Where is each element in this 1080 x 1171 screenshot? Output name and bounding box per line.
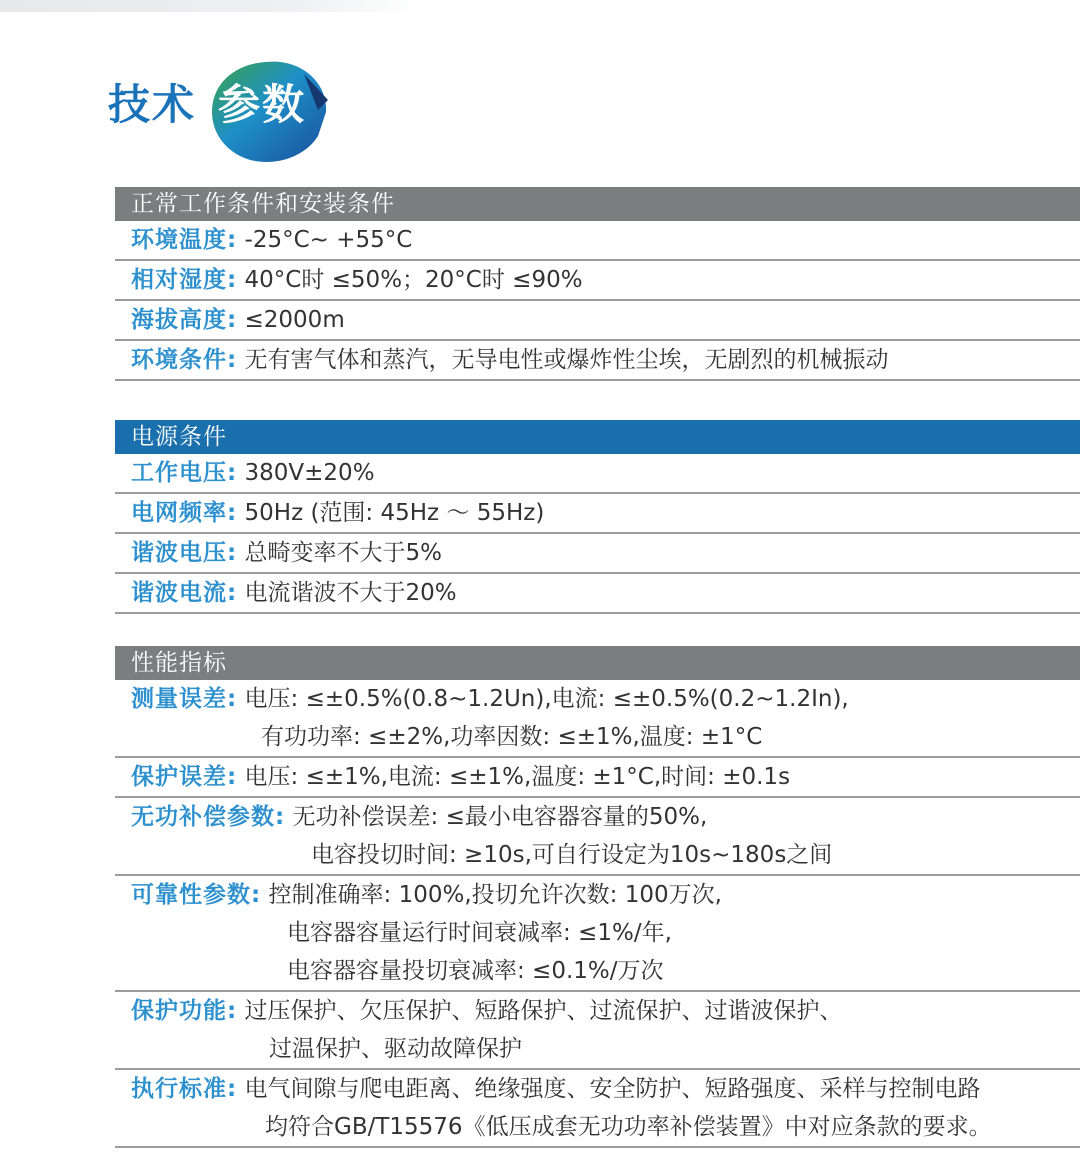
param-value: ≤2000m [244, 307, 345, 333]
param-row [115, 221, 1080, 261]
param-key: 谐波电压: [131, 540, 238, 566]
top-decor-stripe [0, 0, 420, 12]
param-row [115, 574, 1080, 614]
param-value-cont: 电容器容量运行时间衰减率: ≤1%/年, [287, 920, 672, 946]
param-value: 控制准确率: 100%,投切允许次数: 100万次, [268, 882, 722, 908]
param-key: 执行标准: [131, 1076, 238, 1102]
param-key: 相对湿度: [131, 267, 238, 293]
param-value-cont: 均符合GB/T15576《低压成套无功功率补偿装置》中对应条款的要求。 [265, 1114, 992, 1140]
param-key: 海拔高度: [131, 307, 238, 333]
param-value: 无功补偿误差: ≤最小电容器容量的50%, [292, 804, 708, 830]
param-value: -25°C~ +55°C [244, 227, 413, 253]
param-value: 无有害气体和蒸汽，无导电性或爆炸性尘埃，无剧烈的机械振动 [244, 347, 889, 373]
page-title-part1: 技术 [108, 80, 197, 129]
param-key: 可靠性参数: [131, 882, 262, 908]
section-operating-conditions [115, 187, 1080, 381]
param-key: 环境条件: [131, 347, 238, 373]
param-row [115, 680, 1080, 758]
param-value: 过压保护、欠压保护、短路保护、过流保护、过谐波保护、 [244, 998, 843, 1024]
section-heading: 性能指标 [115, 646, 1080, 680]
param-key: 保护功能: [131, 998, 238, 1024]
param-key: 电网频率: [131, 500, 238, 526]
param-key: 工作电压: [131, 460, 238, 486]
title-badge-icon [208, 60, 330, 164]
param-key: 测量误差: [131, 686, 238, 712]
param-row [115, 454, 1080, 494]
param-value: 40°C时 ≤50%；20°C时 ≤90% [244, 267, 583, 293]
param-row [115, 494, 1080, 534]
param-value: 50Hz (范围: 45Hz ～ 55Hz) [244, 500, 545, 526]
param-value: 电气间隙与爬电距离、绝缘强度、安全防护、短路强度、采样与控制电路 [244, 1076, 981, 1102]
param-value-cont: 电容投切时间: ≥10s,可自行设定为10s~180s之间 [311, 842, 833, 868]
param-value: 电压: ≤±0.5%(0.8~1.2Un),电流: ≤±0.5%(0.2~1.2In), [244, 686, 849, 712]
param-row [115, 876, 1080, 992]
param-value-cont: 过温保护、驱动故障保护 [269, 1036, 522, 1062]
param-value: 380V±20% [244, 460, 375, 486]
param-key: 谐波电流: [131, 580, 238, 606]
param-value: 总畸变率不大于5% [244, 540, 443, 566]
param-value-cont: 电容器容量投切衰减率: ≤0.1%/万次 [287, 958, 664, 984]
section-performance [115, 646, 1080, 1148]
param-row [115, 798, 1080, 876]
param-value-cont: 有功功率: ≤±2%,功率因数: ≤±1%,温度: ±1°C [261, 724, 763, 750]
param-row [115, 261, 1080, 301]
param-row [115, 992, 1080, 1070]
param-key: 环境温度: [131, 227, 238, 253]
param-row [115, 758, 1080, 798]
param-row [115, 301, 1080, 341]
param-row [115, 1070, 1080, 1148]
param-row [115, 534, 1080, 574]
page-title [108, 60, 368, 170]
param-key: 无功补偿参数: [131, 804, 286, 830]
param-value: 电压: ≤±1%,电流: ≤±1%,温度: ±1°C,时间: ±0.1s [244, 764, 791, 790]
section-heading: 电源条件 [115, 420, 1080, 454]
param-value: 电流谐波不大于20% [244, 580, 457, 606]
section-heading: 正常工作条件和安装条件 [115, 187, 1080, 221]
param-row [115, 341, 1080, 381]
page-title-part2: 参数 [218, 80, 307, 129]
section-power-conditions [115, 420, 1080, 614]
param-key: 保护误差: [131, 764, 238, 790]
